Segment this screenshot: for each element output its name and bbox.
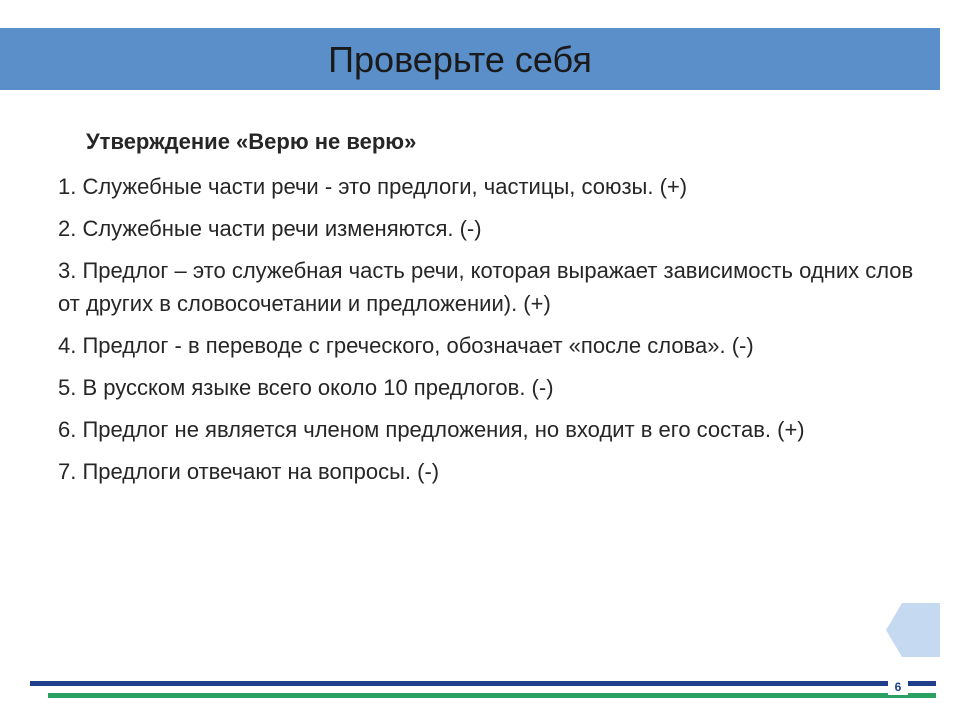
footer-line-green: [48, 693, 936, 698]
footer-line-blue: [30, 681, 936, 686]
corner-tab-decoration: [886, 603, 940, 657]
statement-item-7: 7. Предлоги отвечают на вопросы. (-): [58, 459, 440, 484]
statement-item-2: 2. Служебные части речи изменяются. (-): [58, 216, 482, 241]
page-number: 6: [888, 679, 908, 695]
statement-item-6: 6. Предлог не является членом предложения, но входит в его состав. (+): [58, 417, 805, 442]
statement-item-5: 5. В русском языке всего около 10 предлогов. (-): [58, 375, 554, 400]
statement-item-3: 3. Предлог – это служебная часть речи, которая выражает зависимость одних слов от других в словосочетании и предложении). (+): [58, 258, 914, 316]
slide-subtitle: Утверждение «Верю не верю»: [86, 129, 417, 154]
title-bar: [0, 28, 940, 90]
slide-content: [58, 128, 918, 497]
slide-title: Проверьте себя: [328, 39, 592, 80]
statement-item-4: 4. Предлог - в переводе с греческого, обозначает «после слова». (-): [58, 333, 754, 358]
statement-list: [58, 170, 918, 488]
statement-item-1: 1. Служебные части речи - это предлоги, частицы, союзы. (+): [58, 174, 688, 199]
